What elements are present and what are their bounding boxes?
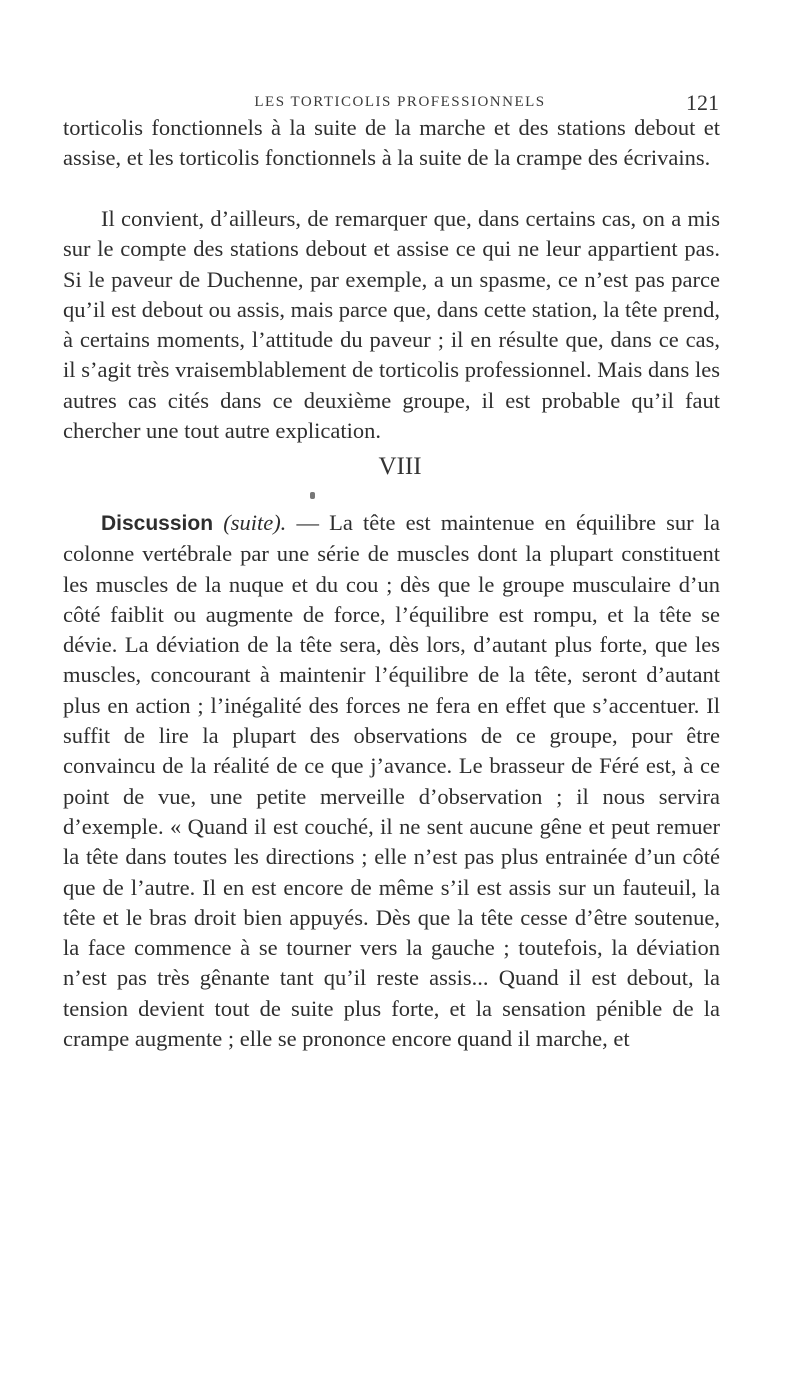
section-heading: VIII — [378, 453, 422, 480]
run-in-heading: Discussion — [101, 512, 214, 535]
paragraph-discussion — [63, 508, 720, 1054]
running-title: LES TORTICOLIS PROFESSIONNELS — [254, 94, 546, 110]
paragraph-text — [63, 508, 720, 1054]
paragraph-text: Il convient, d’ailleurs, de remarquer que, dans certains cas, on a mis sur le compte des stations debout et assise ce qui ne leur appartient pas. Si le paveur de Duchenne, par exemple, a un spasme, ce n’est pas parce qu’il est debout ou assis, mais parce que, dans cette station, la tête prend, à certains moments, l’attitude du paveur ; il en résulte que, dans ce cas, il s’agit très vraisemblablement de torticolis professionnel. Mais dans les autres cas cités dans ce deuxième groupe, il est probable qu’il faut chercher une tout autre explication. — [63, 206, 720, 444]
paragraph-duchenne — [63, 204, 720, 446]
ink-speck — [310, 492, 315, 499]
page-number: 121 — [686, 90, 719, 115]
paragraph-body: — La tête est maintenue en équilibre sur la colonne vertébrale par une série de muscles dont la plupart constituent les muscles de la nuque et du cou ; dès que le groupe musculaire d’un côté faiblit ou augmente de force, l’équilibre est rompu, et la tête se dévie. La déviation de la tête sera, dès lors, d’autant plus forte, que les muscles, concourant à maintenir l’équilibre de la tête, seront d’autant plus en action ; l’inégalité des forces ne fera en effet que s’accentuer. Il suffit de lire la plupart des observations de ce groupe, pour être convaincu de la réalité de ce que j’avance. Le brasseur de Féré est, à ce point de vue, une petite merveille d’observation ; il nous servira d’exemple. « Quand il est couché, il ne sent aucune gêne et peut remuer la tête dans toutes les directions ; elle n’est pas plus entrainée d’un côté que de l’autre. Il en est encore de même s’il est assis sur un fauteuil, la tête et le bras droit bien appuyés. Dès que la tête cesse d’être soutenue, la face commence à se tourner vers la gauche ; toutefois, la déviation n’est pas très gênante tant qu’il reste assis... Quand il est debout, la tension devient tout de suite plus forte, et la sensation pénible de la crampe augmente ; elle se prononce encore quand il marche, et — [63, 510, 721, 1052]
paragraph-continuation — [63, 113, 720, 174]
paragraph-text: torticolis fonctionnels à la suite de la marche et des stations debout et assise, et les torticolis fonctionnels à la suite de la crampe des écrivains. — [63, 115, 720, 171]
run-in-italic: (suite). — [223, 510, 287, 535]
